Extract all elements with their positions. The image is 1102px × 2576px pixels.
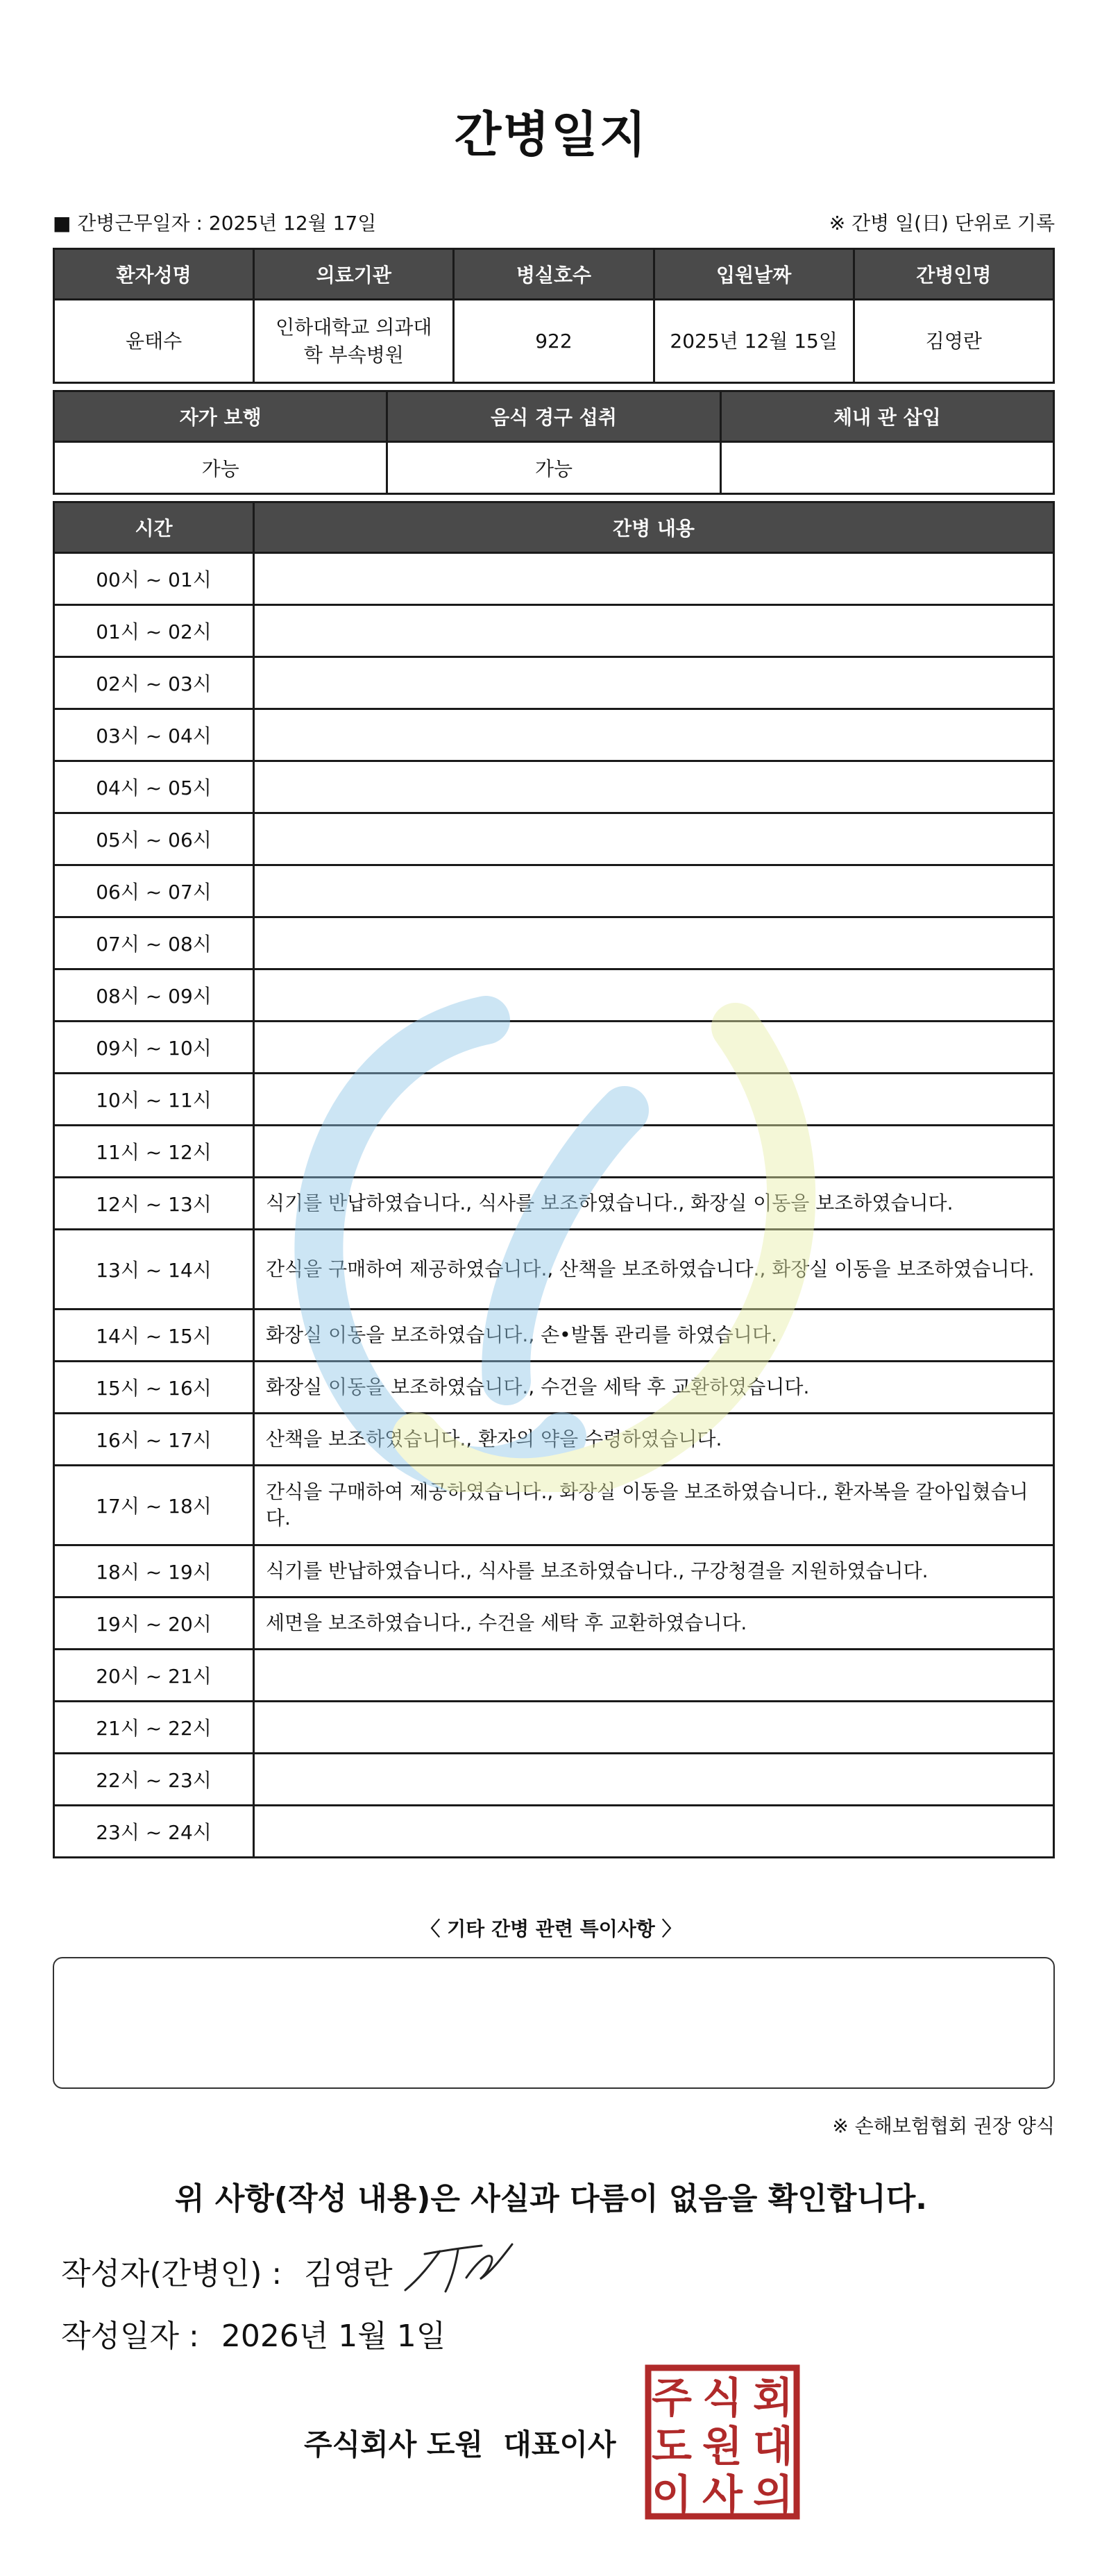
- work-date-label: ■ 간병근무일자 :: [53, 212, 203, 235]
- care-content: 식기를 반납하였습니다., 식사를 보조하였습니다., 화장실 이동을 보조하였습니다.: [254, 1178, 1054, 1230]
- time-slot: 07시 ~ 08시: [54, 917, 254, 969]
- seal-glyph: 원: [702, 2423, 743, 2471]
- table-row: [54, 1754, 1054, 1806]
- patient-name: 윤태수: [54, 300, 254, 383]
- work-date-value: 2025년 12월 17일: [208, 212, 377, 235]
- care-content: [254, 969, 1054, 1022]
- table-row: [54, 969, 1054, 1022]
- status-info-table: [53, 390, 1055, 495]
- time-slot: 06시 ~ 07시: [54, 865, 254, 917]
- admission-date: 2025년 12월 15일: [654, 300, 854, 383]
- time-slot: 17시 ~ 18시: [54, 1466, 254, 1545]
- table-row: [54, 1806, 1054, 1858]
- company-signatory: 주식회사 도원 대표이사: [304, 2427, 616, 2461]
- table-row: [54, 1074, 1054, 1126]
- oral-intake-value: 가능: [387, 442, 720, 494]
- header-admission-date: 입원날짜: [654, 249, 854, 300]
- writer-name: 김영란: [304, 2256, 393, 2291]
- care-log-table: [53, 501, 1055, 1858]
- seal-glyph: 주: [652, 2374, 692, 2423]
- care-content: 식기를 반납하였습니다., 식사를 보조하였습니다., 구강청결을 지원하였습니다.: [254, 1545, 1054, 1598]
- table-row: [54, 1702, 1054, 1754]
- time-slot: 02시 ~ 03시: [54, 657, 254, 709]
- time-slot: 09시 ~ 10시: [54, 1022, 254, 1074]
- care-content: 화장실 이동을 보조하였습니다., 수건을 세탁 후 교환하였습니다.: [254, 1362, 1054, 1414]
- care-content: 간식을 구매하여 제공하였습니다., 화장실 이동을 보조하였습니다., 환자복을 갈아입혔습니다.: [254, 1466, 1054, 1545]
- time-slot: 03시 ~ 04시: [54, 709, 254, 761]
- table-row: [54, 1650, 1054, 1702]
- header-hospital: 의료기관: [254, 249, 454, 300]
- date-value: 2026년 1월 1일: [221, 2319, 446, 2354]
- care-content: 간식을 구매하여 제공하였습니다., 산책을 보조하였습니다., 화장실 이동을 보조하였습니다.: [254, 1230, 1054, 1310]
- care-content: [254, 553, 1054, 605]
- care-content: [254, 1022, 1054, 1074]
- table-row: [54, 1598, 1054, 1650]
- time-slot: 21시 ~ 22시: [54, 1702, 254, 1754]
- time-slot: 15시 ~ 16시: [54, 1362, 254, 1414]
- header-time: 시간: [54, 502, 254, 553]
- source-note: ※ 손해보험협회 권장 양식: [832, 2115, 1055, 2137]
- writer-line: [61, 2248, 393, 2293]
- table-row: [54, 709, 1054, 761]
- notes-title: 〈 기타 간병 관련 특이사항 〉: [421, 1917, 681, 1940]
- time-slot: 23시 ~ 24시: [54, 1806, 254, 1858]
- header-oral-intake: 음식 경구 섭취: [387, 391, 720, 442]
- table-row: [54, 1178, 1054, 1230]
- care-content: [254, 917, 1054, 969]
- document-title: 간병일지: [454, 106, 648, 163]
- header-self-walking: 자가 보행: [54, 391, 387, 442]
- time-slot: 11시 ~ 12시: [54, 1126, 254, 1178]
- table-row: [54, 1230, 1054, 1310]
- table-row: [54, 1022, 1054, 1074]
- care-content: [254, 1074, 1054, 1126]
- table-row: [54, 1310, 1054, 1362]
- date-line: [61, 2311, 446, 2355]
- confirm-statement: 위 사항(작성 내용)은 사실과 다름이 없음을 확인합니다.: [175, 2181, 927, 2217]
- writer-label: 작성자(간병인) :: [61, 2256, 282, 2291]
- seal-glyph: 도: [652, 2423, 692, 2471]
- date-label: 작성일자 :: [61, 2319, 199, 2354]
- table-row: [54, 865, 1054, 917]
- table-row: [54, 761, 1054, 813]
- time-slot: 16시 ~ 17시: [54, 1414, 254, 1466]
- care-content: [254, 1754, 1054, 1806]
- time-slot: 00시 ~ 01시: [54, 553, 254, 605]
- care-content: [254, 1126, 1054, 1178]
- time-slot: 01시 ~ 02시: [54, 605, 254, 657]
- table-row: [54, 1362, 1054, 1414]
- time-slot: 18시 ~ 19시: [54, 1545, 254, 1598]
- time-slot: 19시 ~ 20시: [54, 1598, 254, 1650]
- time-slot: 22시 ~ 23시: [54, 1754, 254, 1806]
- signature-image: [400, 2236, 518, 2298]
- header-room: 병실호수: [454, 249, 654, 300]
- header-tube-insertion: 체내 관 삽입: [720, 391, 1053, 442]
- table-row: [54, 813, 1054, 865]
- seal-glyph: 식: [702, 2374, 743, 2423]
- care-content: [254, 657, 1054, 709]
- table-row: [54, 657, 1054, 709]
- seal-glyph: 의: [753, 2471, 793, 2520]
- header-care-content: 간병 내용: [254, 502, 1054, 553]
- care-content: [254, 813, 1054, 865]
- care-content: [254, 1806, 1054, 1858]
- table-row: [54, 1126, 1054, 1178]
- notes-box: [53, 1957, 1055, 2089]
- time-slot: 12시 ~ 13시: [54, 1178, 254, 1230]
- time-slot: 04시 ~ 05시: [54, 761, 254, 813]
- care-content: [254, 865, 1054, 917]
- header-patient-name: 환자성명: [54, 249, 254, 300]
- table-row: [54, 553, 1054, 605]
- table-row: [54, 1545, 1054, 1598]
- self-walking-value: 가능: [54, 442, 387, 494]
- caregiver-name: 김영란: [854, 300, 1053, 383]
- time-slot: 10시 ~ 11시: [54, 1074, 254, 1126]
- care-content: [254, 709, 1054, 761]
- unit-note: ※ 간병 일(日) 단위로 기록: [829, 212, 1055, 235]
- care-content: [254, 1702, 1054, 1754]
- care-content: 화장실 이동을 보조하였습니다., 손•발톱 관리를 하였습니다.: [254, 1310, 1054, 1362]
- hospital-name: 인하대학교 의과대학 부속병원: [254, 300, 454, 383]
- care-content: 산책을 보조하였습니다., 환자의 약을 수령하였습니다.: [254, 1414, 1054, 1466]
- seal-glyph: 사: [702, 2471, 743, 2520]
- seal-glyph: 회: [753, 2374, 793, 2423]
- header-caregiver-name: 간병인명: [854, 249, 1053, 300]
- time-slot: 08시 ~ 09시: [54, 969, 254, 1022]
- seal-glyph: 대: [753, 2423, 793, 2471]
- care-content: [254, 1650, 1054, 1702]
- tube-insertion-value: [720, 442, 1053, 494]
- time-slot: 05시 ~ 06시: [54, 813, 254, 865]
- table-row: [54, 1414, 1054, 1466]
- work-date-line: [53, 208, 376, 236]
- room-number: 922: [454, 300, 654, 383]
- seal-glyph: 이: [652, 2471, 692, 2520]
- table-row: [54, 1466, 1054, 1545]
- care-content: [254, 761, 1054, 813]
- patient-info-table: [53, 248, 1055, 384]
- time-slot: 13시 ~ 14시: [54, 1230, 254, 1310]
- time-slot: 20시 ~ 21시: [54, 1650, 254, 1702]
- company-seal: [644, 2364, 801, 2520]
- time-slot: 14시 ~ 15시: [54, 1310, 254, 1362]
- care-content: [254, 605, 1054, 657]
- care-content: 세면을 보조하였습니다., 수건을 세탁 후 교환하였습니다.: [254, 1598, 1054, 1650]
- table-row: [54, 917, 1054, 969]
- table-row: [54, 605, 1054, 657]
